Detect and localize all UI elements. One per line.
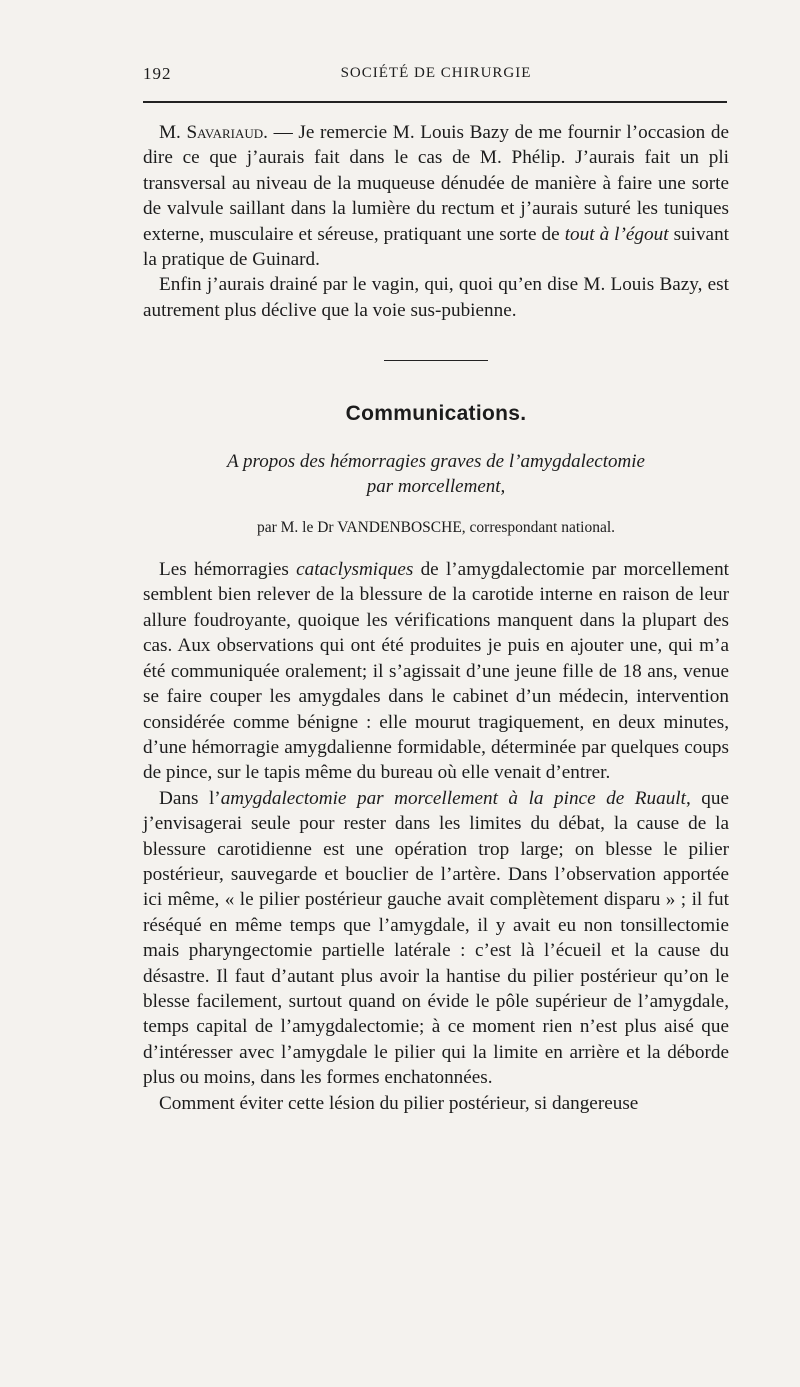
section-title: Communications. [345,402,527,426]
article-byline: par M. le Dr VANDENBOSCHE, correspondant national. [256,518,616,536]
italic-term: tout à l’égout [564,223,669,245]
paragraph-text: , que j’envisagerai seule pour rester dans les limites du débat, la cause de la blessure carotidienne est une opération trop large; on blesse le pilier postérieur, sauvegarde et bouclier de l’artère. Dans l’observation apportée ici même, « le pilier postérieur gauche avait complètement disparu » ; il fut réséqué en même temps que l’amygdale, il y avait eu non tonsillectomie mais pharyngectomie partielle latérale : c’est là l’écueil et la cause du désastre. Il faut d’autant plus avoir la hantise du pilier postérieur qu’on le blesse facilement, surtout quand on évide le pôle supérieur de l’amygdale, temps capital de l’amygdalectomie; à ce moment rien n’est plus aisé que d’intéresser avec l’amygdale le pilier qui la limite en arrière et la déborde plus ou moins, dans les formes enchatonnées. [143,787,729,1089]
speaker-name: M. Savariaud. [159,122,268,143]
page-number: 192 [143,64,172,83]
article-title-line-2: par morcellement, [366,475,506,497]
section-divider [384,360,488,361]
discussion-paragraph-1 [143,120,729,272]
page-header [143,62,729,88]
paragraph-text: — Je remercie M. Louis Bazy de me fournir l’occasion de dire ce que j’aurais fait dans le cas de M. Phélip. J’aurais fait un pli transversal au niveau de la muqueuse dénudée de manière à faire une sorte de valvule saillant dans la lumière du rectum et j’aurais suturé les tuniques externe, musculaire et séreuse, pratiquant une sorte de [143,122,729,245]
discussion-paragraph-2: Enfin j’aurais drainé par le vagin, qui, quoi qu’en dise M. Louis Bazy, est autrement plus déclive que la voie sus-pubienne. [143,274,729,321]
running-title: SOCIÉTÉ DE CHIRURGIE [340,65,532,81]
header-rule [143,101,727,103]
article-title [143,449,729,499]
article-title-line-1: A propos des hémorragies graves de l’amygdalectomie [227,450,645,472]
paragraph-text: suivant la pratique de Guinard. [143,223,730,271]
paragraph-text: Dans l’ [159,787,221,809]
page-body [143,120,729,1116]
article-paragraph-3: Comment éviter cette lésion du pilier postérieur, si dangereuse [159,1092,639,1114]
article-paragraph-2 [143,786,729,1091]
paragraph-text: Les hémorragies [159,559,297,581]
italic-term: cataclysmiques [296,559,414,581]
italic-term: amygdalectomie par morcellement à la pince de Ruault [220,787,686,809]
article-paragraph-1 [143,557,729,786]
paragraph-text: de l’amygdalectomie par morcellement semblent bien relever de la blessure de la carotide interne en raison de leur allure foudroyante, quoique les vérifications manquent dans la plupart des cas. Aux observations qui ont été produites je puis en ajouter une, qui m’a été communiquée oralement; il s’agissait d’une jeune fille de 18 ans, venue se faire couper les amygdales dans le cabinet d’un médecin, intervention considérée comme bénigne : elle mourut tragiquement, en deux minutes, d’une hémorragie amygdalienne formidable, déterminée par quelques coups de pince, sur le tapis même du bureau où elle venait d’entrer. [143,559,729,784]
